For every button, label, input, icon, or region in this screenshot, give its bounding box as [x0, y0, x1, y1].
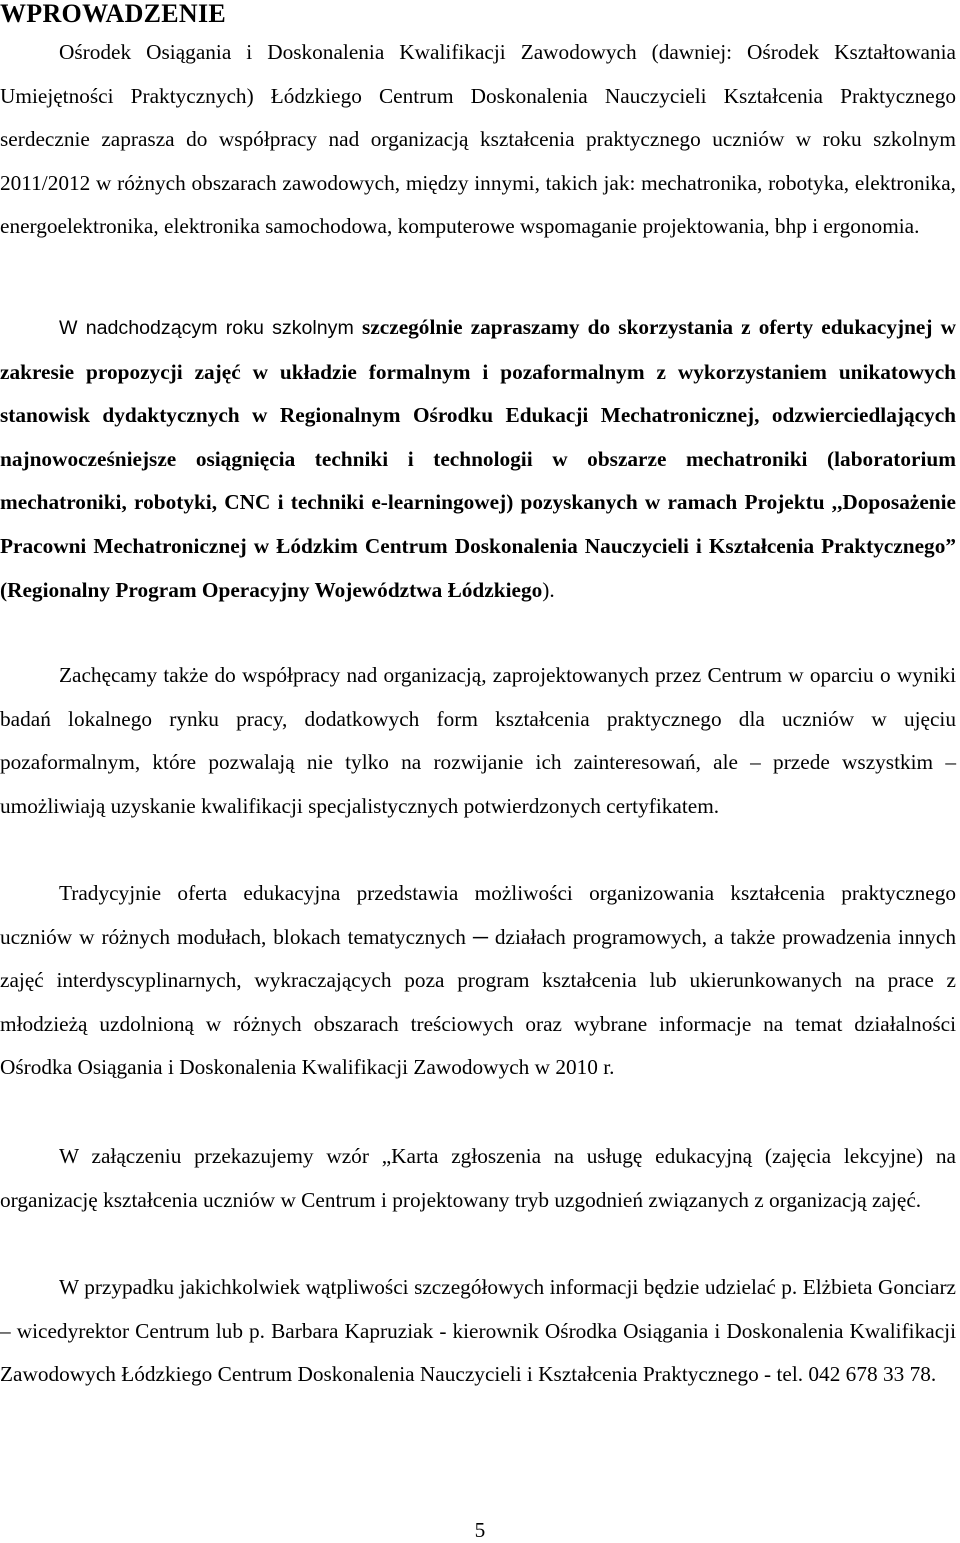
page-number: 5 [474, 1518, 486, 1542]
paragraph-intro: Ośrodek Osiągania i Doskonalenia Kwalifikacji Zawodowych (dawniej: Ośrodek Kształtowania Umiejętności Praktycznych) Łódzkiego Centrum Doskonalenia Nauczycieli Kształcenia Praktycznego serdecznie zaprasza do współpracy nad organizacją kształcenia praktycznego uczniów w roku szkolnym 2011/2012 w różnych obszarach zawodowych, między innymi, takich jak: mechatronika, robotyka, elektronika, energoelektronika, elektronika samochodowa, komputerowe wspomaganie projektowania, bhp i ergonomia. [0, 40, 956, 239]
paragraph-offer [0, 306, 956, 612]
paragraph-encourage: Zachęcamy także do współpracy nad organizacją, zaprojektowanych przez Centrum w oparciu o wyniki badań lokalnego rynku pracy, dodatkowych form kształcenia praktycznego dla uczniów w ujęciu pozaformalnym, które pozwalają nie tylko na rozwijanie ich zainteresowań, ale – przede wszystkim – umożliwiają uzyskanie kwalifikacji specjalistycznych potwierdzonych certyfikatem. [0, 663, 956, 818]
paragraph-offer-bold: szczególnie zapraszamy do skorzystania z oferty edukacyjnej w zakresie propozycji zajęć w układzie formalnym i pozaformalnym z wykorzystaniem unikatowych stanowisk dydaktycznych w Regionalnym Ośrodku Edukacji Mechatronicznej, odzwierciedlających najnowocześniejsze osiągnięcia techniki i technologii w obszarze mechatroniki (laboratorium mechatroniki, robotyki, CNC i techniki e-learningowej) pozyskanych w ramach Projektu ,,Doposażenie Pracowni Mechatronicznej w Łódzkim Centrum Doskonalenia Nauczycieli i Kształcenia Praktycznego” (Regionalny Program Operacyjny Województwa Łódzkiego [0, 315, 956, 602]
paragraph-offer-lead: W nadchodzącym roku szkolnym [59, 317, 363, 339]
page-title: WPROWADZENIE [0, 0, 227, 28]
paragraph-contact: W przypadku jakichkolwiek wątpliwości szczegółowych informacji będzie udzielać p. Elżbieta Gonciarz – wicedyrektor Centrum lub p. Barbara Kapruziak - kierownik Ośrodka Osiągania i Doskonalenia Kwalifikacji Zawodowych Łódzkiego Centrum Doskonalenia Nauczycieli i Kształcenia Praktycznego - tel. 042 678 33 78. [0, 1275, 956, 1387]
paragraph-tradition: Tradycyjnie oferta edukacyjna przedstawia możliwości organizowania kształcenia praktycznego uczniów w różnych modułach, blokach tematycznych ─ działach programowych, a także prowadzenia innych zajęć interdyscyplinarnych, wykraczających poza program kształcenia lub ukierunkowanych na prace z młodzieżą uzdolnioną w różnych obszarach treściowych oraz wybrane informacje na temat działalności Ośrodka Osiągania i Doskonalenia Kwalifikacji Zawodowych w 2010 r. [0, 881, 956, 1080]
paragraph-attachment: W załączeniu przekazujemy wzór „Karta zgłoszenia na usługę edukacyjną (zajęcia lekcyjne) na organizację kształcenia uczniów w Centrum i projektowany tryb uzgodnień związanych z organizacją zajęć. [0, 1144, 956, 1212]
paragraph-offer-end: ). [542, 577, 555, 602]
